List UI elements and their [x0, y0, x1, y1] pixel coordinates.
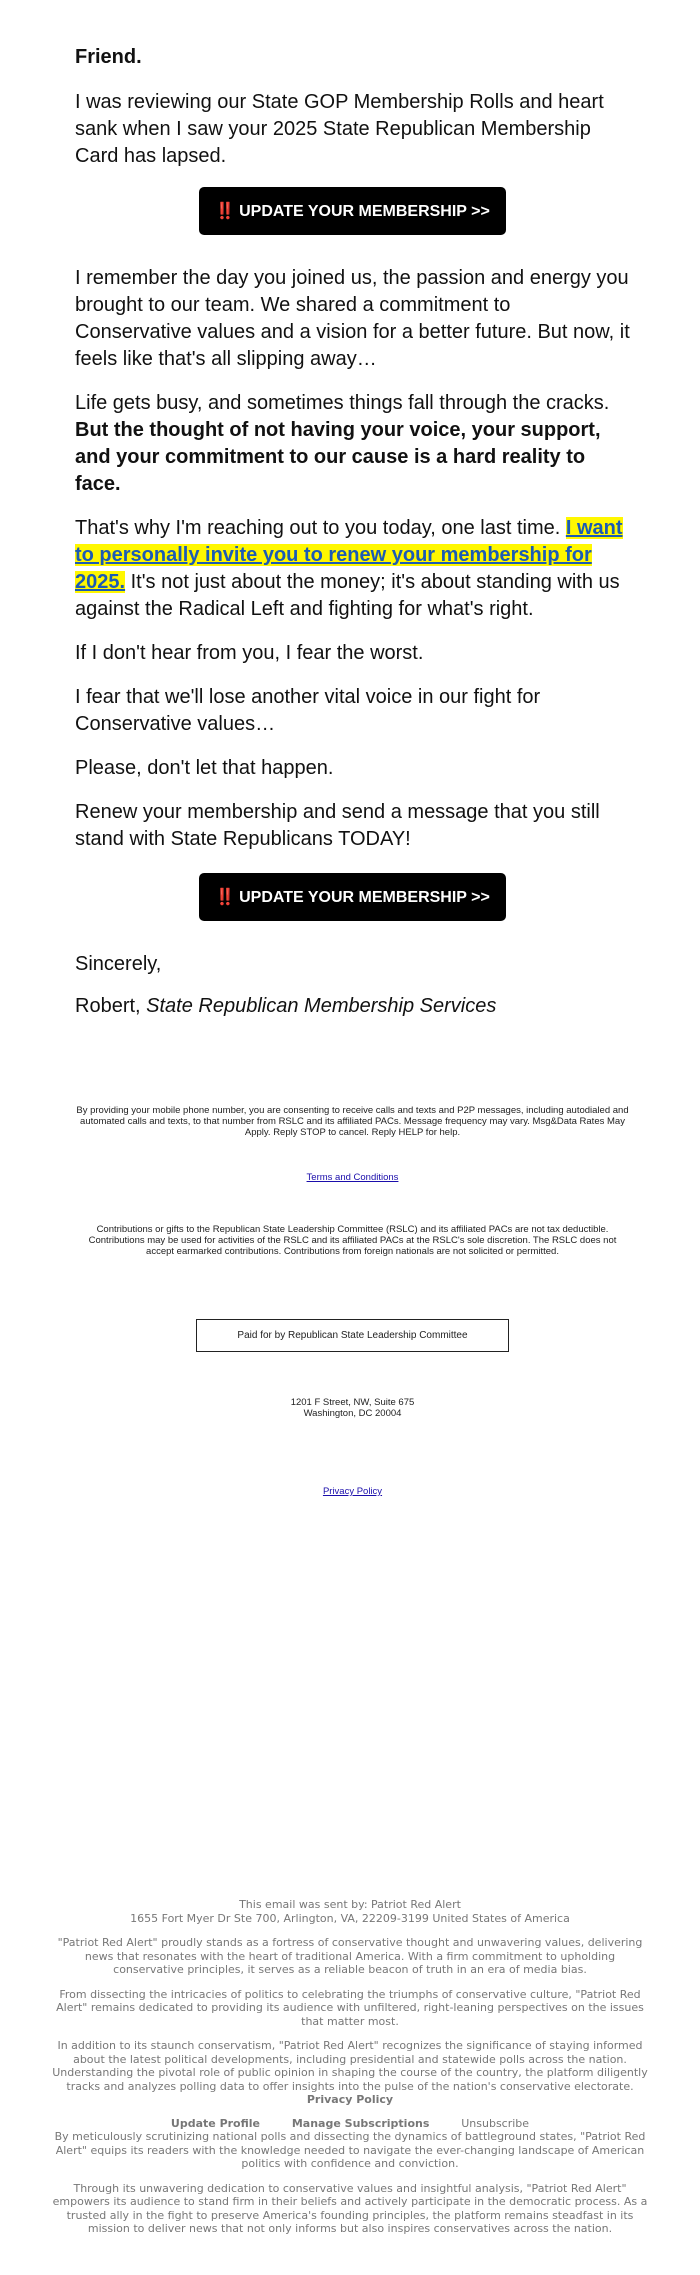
reach-start-text: That's why I'm reaching out to you today, one last time. [75, 517, 561, 539]
legal-section [75, 1105, 630, 1497]
update-profile-link[interactable]: Update Profile [170, 2116, 261, 2130]
address-line-2: Washington, DC 20004 [303, 1408, 402, 1419]
footer-paragraph-5: Through its unwavering dedication to conservative values and insightful analysis, "Patriot Red Alert" empowers its audience to stand firm in their beliefs and actively participate in the democratic process. As a trusted ally in the fight to preserve America's founding principles, the platform remains steadfast in its mission to deliver news that not only informs but also inspires conservatives across the nation. [52, 2181, 648, 2235]
signature-title: State Republican Membership Services [146, 995, 497, 1017]
signoff: Sincerely, [75, 953, 162, 975]
sent-by-block [52, 1898, 648, 1925]
please-paragraph: Please, don't let that happen. [75, 757, 334, 779]
footer-paragraph-4: By meticulously scrutinizing national polls and dissecting the dynamics of battleground states, "Patriot Red Alert" equips its readers with the knowledge needed to navigate the ever-changing landscape of American politics with confidence and conviction. [54, 2130, 646, 2170]
renew-invite-link[interactable]: I want to personally invite you to renew your membership for 2025. [75, 517, 623, 593]
signature-name: Robert, [75, 995, 141, 1017]
unsubscribe-link[interactable]: Unsubscribe [461, 2116, 530, 2130]
paid-for-wrap [75, 1319, 630, 1352]
sender-footer [52, 1898, 648, 2247]
manage-subscriptions-link[interactable]: Manage Subscriptions [291, 2116, 430, 2130]
life-paragraph [75, 390, 630, 498]
footer-paragraph-3: In addition to its staunch conservatism, "Patriot Red Alert" recognizes the significance of staying informed about the latest political developments, including presidential and statewide polls across the nation. Understanding the pivotal role of public opinion in shaping the course of the country, the platform diligently tracks and analyzes polling data to offer insights into the pulse of the nation's conservative electorate. [52, 2039, 648, 2093]
sent-by: This email was sent by: Patriot Red Alert [239, 1898, 461, 1911]
footer-paragraph-1: "Patriot Red Alert" proudly stands as a fortress of conservative thought and unwavering values, delivering news that resonates with the heart of traditional America. With a firm commitment to upholding conservative principles, it serves as a reliable beacon of truth in an era of media bias. [57, 1936, 643, 1976]
privacy-wrap [75, 1486, 630, 1497]
signature [75, 993, 630, 1020]
sender-address: 1655 Fort Myer Dr Ste 700, Arlington, VA, 22209-3199 United States of America [130, 1911, 570, 1925]
reach-paragraph [75, 515, 630, 623]
update-membership-button[interactable] [199, 187, 506, 235]
terms-link[interactable]: Terms and Conditions [306, 1172, 399, 1183]
cta-wrap-2 [75, 873, 630, 921]
life-bold-text: But the thought of not having your voice, your support, and your commitment to our cause is a hard reality to face. [75, 419, 601, 495]
email-body [75, 46, 630, 1037]
remember-paragraph: I remember the day you joined us, the passion and energy you brought to our team. We shared a commitment to Conservative values and a vision for a better future. But now, it feels like that's all slipping away… [75, 267, 630, 370]
privacy-link[interactable]: Privacy Policy [322, 1486, 383, 1497]
legal-address [75, 1397, 630, 1419]
address-line-1: 1201 F Street, NW, Suite 675 [290, 1397, 415, 1408]
footer-privacy-link[interactable]: Privacy Policy [306, 2093, 394, 2106]
cta-wrap-1 [75, 187, 630, 235]
fear-paragraph-2: I fear that we'll lose another vital voice in our fight for Conservative values… [75, 686, 541, 735]
update-membership-button-2[interactable] [199, 873, 506, 921]
reach-end-text: It's not just about the money; it's about standing with us against the Radical Left and fighting for what's right. [75, 571, 620, 620]
paid-for-box: Paid for by Republican State Leadership Committee [196, 1319, 508, 1352]
footer-paragraph-2: From dissecting the intricacies of politics to celebrating the triumphs of conservative culture, "Patriot Red Alert" remains dedicated to providing its audience with unfiltered, right-leaning perspectives on the issues that matter most. [56, 1987, 644, 2028]
contributions-disclaimer: Contributions or gifts to the Republican State Leadership Committee (RSLC) and its affiliated PACs are not tax deductible. Contributions may be used for activities of the RSLC and its affiliated PACs at the RSLC's sole discretion. The RSLC does not accept earmarked contributions. Contributions from foreign nationals are not solicited or permitted. [88, 1224, 617, 1257]
fear-paragraph-1: If I don't hear from you, I fear the worst. [75, 642, 424, 664]
sms-disclaimer: By providing your mobile phone number, you are consenting to receive calls and texts and P2P messages, including autodialed and automated calls and texts, to that number from RSLC and its affiliated PACs. Message frequency may vary. Msg&Data Rates May Apply. Reply STOP to cancel. Reply HELP for help. [76, 1105, 629, 1138]
intro-paragraph: I was reviewing our State GOP Membership Rolls and heart sank when I saw your 2025 State Republican Membership Card has lapsed. [75, 91, 604, 167]
cta-label: UPDATE YOUR MEMBERSHIP >> [239, 889, 490, 906]
life-plain-text: Life gets busy, and sometimes things fall through the cracks. [75, 392, 610, 414]
cta-label: UPDATE YOUR MEMBERSHIP >> [239, 203, 490, 220]
double-exclamation-icon: ‼️ [215, 889, 236, 906]
footer-links [52, 2117, 648, 2131]
greeting: Friend. [75, 46, 142, 68]
footer-paragraph-3-block [52, 2039, 648, 2107]
double-exclamation-icon: ‼️ [215, 203, 236, 220]
terms-wrap [75, 1172, 630, 1183]
renew-paragraph: Renew your membership and send a message that you still stand with State Republicans TODAY! [75, 801, 600, 850]
